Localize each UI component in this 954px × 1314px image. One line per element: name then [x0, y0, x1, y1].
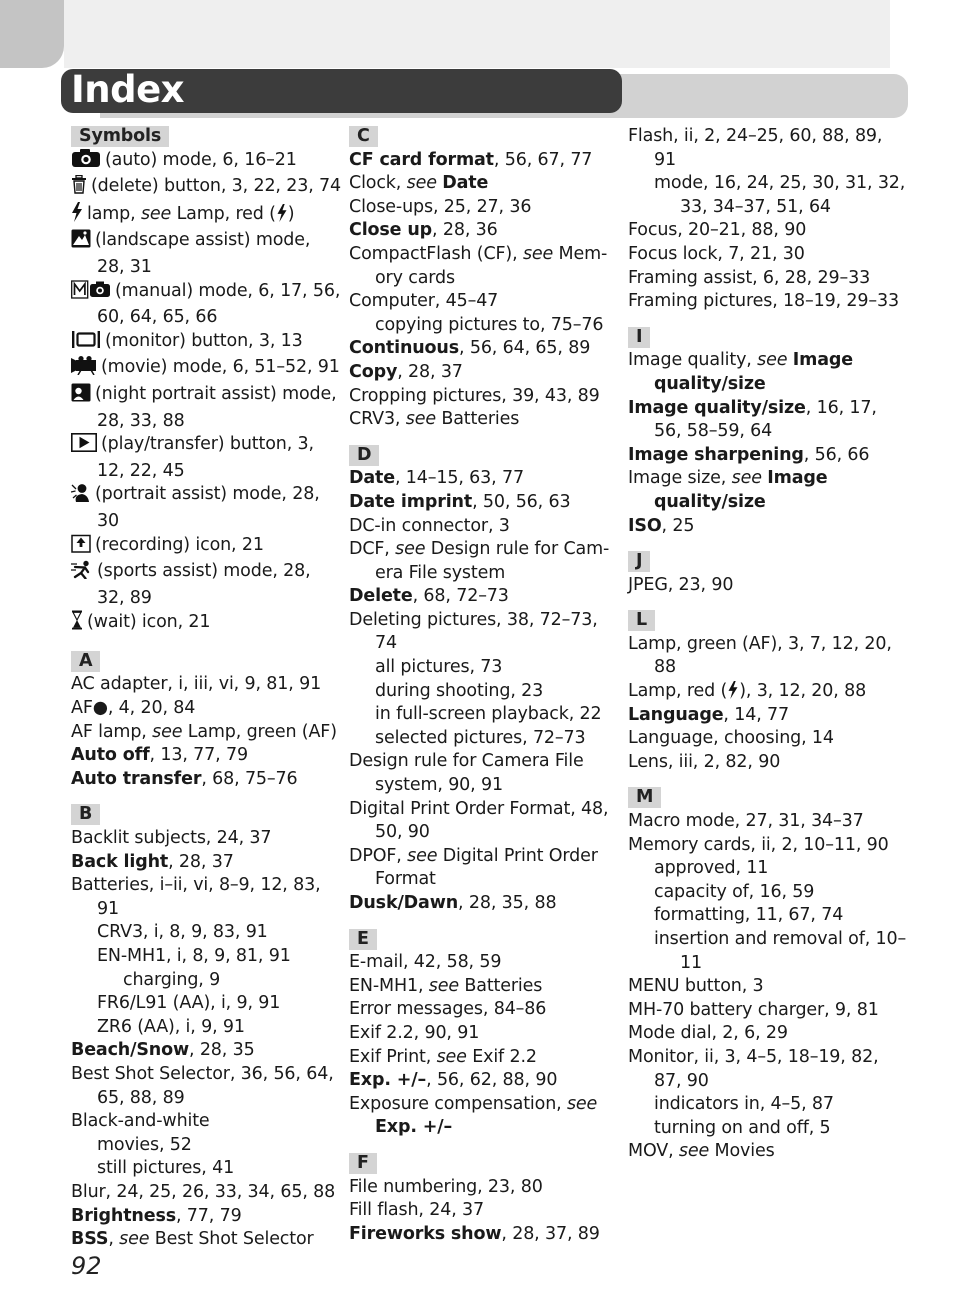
entry-text: , [108, 1229, 120, 1250]
index-entry [349, 149, 619, 173]
entry-text: , 16, 17, 56, 58–59, 64 [654, 397, 877, 442]
entry-text: lamp, [87, 203, 141, 224]
entry-text: (play/transfer) button, 3, 12, 22, 45 [97, 434, 314, 481]
entry-text: Cropping pictures, 39, 43, 89 [349, 385, 600, 406]
entry-text: , 56, 66 [803, 444, 870, 465]
entry-text: MH-70 battery charger, 9, 81 [628, 999, 879, 1020]
index-subentry [71, 1134, 341, 1158]
index-entry [349, 385, 619, 409]
entry-text: Design rule for Camera File system, 90, 91 [349, 751, 584, 796]
entry-text: Mem-ory cards [375, 243, 608, 288]
index-entry [628, 349, 908, 396]
index-entry [628, 727, 908, 751]
see-reference: see [119, 1229, 150, 1250]
entry-text: CRV3, [349, 409, 406, 430]
entry-text: Digital Print Order Format [375, 845, 598, 890]
index-entry [349, 845, 619, 892]
entry-text: during shooting, 23 [375, 680, 544, 701]
see-reference: see [407, 845, 438, 866]
entry-term: Exp. +/– [375, 1117, 453, 1138]
entry-text: Close-ups, 25, 27, 36 [349, 196, 532, 217]
entry-text: DC-in connector, 3 [349, 515, 510, 536]
index-entry [349, 290, 619, 314]
page-number: 92 [71, 1252, 102, 1280]
index-subentry [71, 1157, 341, 1181]
index-entry [71, 1039, 341, 1063]
entry-text: Exif 2.2, 90, 91 [349, 1022, 480, 1043]
entry-text: Lens, iii, 2, 82, 90 [628, 751, 781, 772]
entry-term: Date imprint [349, 491, 473, 512]
entry-text: insertion and removal of, 10–11 [654, 929, 907, 973]
see-reference: see [757, 350, 788, 371]
index-subentry [628, 1117, 908, 1141]
entry-text: Flash, ii, 2, 24–25, 60, 88, 89, 91 [628, 126, 883, 170]
entry-text: Movies [709, 1141, 775, 1162]
index-column-3 [628, 125, 908, 1164]
entry-term: Language [628, 704, 724, 725]
index-subentry [349, 314, 619, 338]
entry-text: MOV, [628, 1141, 679, 1162]
entry-text: Image size, [628, 468, 732, 489]
entry-text: (portrait assist) mode, 28, 30 [95, 484, 320, 531]
entry-text: DPOF, [349, 845, 408, 866]
landscape-icon [71, 229, 91, 256]
index-subentry [628, 928, 908, 975]
index-entry [349, 538, 619, 585]
entry-text: (auto) mode, 6, 16–21 [105, 149, 297, 170]
play-icon [71, 433, 97, 460]
entry-text: Digital Print Order Format, 48, 50, 90 [349, 798, 609, 843]
index-entry [349, 585, 619, 609]
index-entry [349, 408, 619, 432]
index-entry [628, 243, 908, 267]
index-entry [71, 697, 341, 721]
entry-text: File numbering, 23, 80 [349, 1176, 543, 1197]
entry-term: Copy [349, 361, 398, 382]
index-entry [628, 975, 908, 999]
index-subentry [349, 727, 619, 751]
index-entry [71, 874, 341, 921]
index-entry [71, 280, 341, 330]
index-entry [71, 149, 341, 176]
index-column-2 [349, 125, 619, 1246]
see-reference: see [152, 721, 183, 742]
index-entry [71, 827, 341, 851]
entry-text: (movie) mode, 6, 51–52, 91 [101, 357, 340, 378]
index-entry [71, 175, 341, 202]
entry-text: Batteries, i–ii, vi, 8–9, 12, 83, 91 [71, 875, 321, 919]
entry-term: Image sharpening [628, 444, 804, 465]
entry-term: BSS [71, 1229, 109, 1250]
section-heading: A [71, 651, 100, 672]
entry-text: FR6/L91 (AA), i, 9, 91 [97, 993, 281, 1014]
entry-text: Computer, 45–47 [349, 291, 499, 312]
entry-text: , 28, 37 [397, 361, 463, 382]
index-entry [71, 356, 341, 383]
index-entry [71, 768, 341, 792]
entry-text: Deleting pictures, 38, 72–73, 74 [349, 609, 598, 654]
entry-text: Exposure compensation, [349, 1093, 567, 1114]
entry-term: Back light [71, 851, 169, 872]
entry-text: copying pictures to, 75–76 [375, 314, 604, 335]
index-entry [349, 172, 619, 196]
section-heading: E [349, 929, 377, 950]
entry-text: Black-and-white [71, 1111, 210, 1132]
index-subentry [349, 656, 619, 680]
index-entry [349, 1223, 619, 1247]
index-subentry [71, 969, 341, 993]
index-subentry [628, 881, 908, 905]
index-entry [349, 609, 619, 656]
index-entry [628, 219, 908, 243]
entry-text: all pictures, 73 [375, 657, 503, 678]
section-heading: I [628, 327, 650, 348]
index-entry [71, 1063, 341, 1110]
entry-text: Lamp, red ( [628, 681, 728, 702]
index-subentry [71, 921, 341, 945]
index-entry [628, 1022, 908, 1046]
top-band [64, 0, 890, 68]
entry-text: Framing pictures, 18–19, 29–33 [628, 291, 899, 312]
index-column-1 [71, 125, 341, 1252]
see-reference: see [522, 243, 554, 264]
entry-text: , 13, 77, 79 [149, 745, 248, 766]
index-entry [349, 1046, 619, 1070]
index-entry [628, 290, 908, 314]
index-entry [628, 125, 908, 172]
entry-text: ), 3, 12, 20, 88 [739, 681, 867, 702]
index-entry [349, 1069, 619, 1093]
index-entry [628, 633, 908, 680]
index-entry [349, 361, 619, 385]
index-entry [349, 515, 619, 539]
entry-text: Exif Print, [349, 1046, 437, 1067]
entry-text: charging, 9 [123, 969, 221, 990]
lightning-icon [727, 681, 739, 701]
entry-text: , 14, 77 [723, 704, 790, 725]
entry-text: Error messages, 84–86 [349, 999, 547, 1020]
entry-text: (sports assist) mode, 28, 32, 89 [97, 561, 311, 608]
entry-text: Focus, 20–21, 88, 90 [628, 220, 807, 241]
entry-text: DCF, [349, 539, 396, 560]
entry-term: ISO [628, 515, 662, 536]
see-reference: see [678, 1141, 710, 1162]
entry-text: Best Shot Selector, 36, 56, 64, 65, 88, 89 [71, 1063, 334, 1108]
section-heading: J [628, 551, 650, 572]
index-entry [349, 196, 619, 220]
index-entry [71, 383, 341, 433]
entry-text: Clock, [349, 173, 407, 194]
see-reference: see [428, 975, 459, 996]
index-subentry [628, 172, 908, 219]
entry-text: Batteries [458, 975, 543, 996]
entry-text: Focus lock, 7, 21, 30 [628, 243, 805, 264]
entry-text: , 56, 67, 77 [493, 149, 593, 170]
entry-term: Close up [349, 220, 433, 241]
see-reference: see [140, 203, 172, 224]
index-entry [71, 560, 341, 610]
index-entry [71, 673, 341, 697]
index-entry [71, 202, 341, 230]
entry-text: Memory cards, ii, 2, 10–11, 90 [628, 834, 889, 855]
entry-text: Lamp, green (AF), 3, 7, 12, 20, 88 [628, 633, 892, 678]
corner-tab [0, 0, 64, 68]
entry-text: movies, 52 [97, 1134, 192, 1155]
entry-text: Image quality, [628, 350, 758, 371]
index-entry [628, 1140, 908, 1164]
entry-term: Auto off [71, 745, 150, 766]
index-subentry [628, 857, 908, 881]
index-entry [628, 999, 908, 1023]
index-subentry [71, 945, 341, 969]
entry-text: (landscape assist) mode, 28, 31 [95, 230, 311, 277]
entry-text: (recording) icon, 21 [95, 534, 264, 555]
entry-text: EN-MH1, [349, 975, 429, 996]
section-heading: L [628, 610, 655, 631]
index-entry [628, 704, 908, 728]
entry-term: Auto transfer [71, 768, 202, 789]
entry-text: Lamp, red ( [171, 203, 276, 224]
see-reference: see [566, 1093, 598, 1114]
entry-text: MENU button, 3 [628, 976, 764, 997]
entry-text: CRV3, i, 8, 9, 83, 91 [97, 922, 268, 943]
entry-text: AC adapter, i, iii, vi, 9, 81, 91 [71, 674, 322, 695]
entry-text: approved, 11 [654, 858, 769, 879]
entry-text: (monitor) button, 3, 13 [105, 330, 303, 351]
index-entry [349, 219, 619, 243]
index-entry [71, 1205, 341, 1229]
index-entry [349, 975, 619, 999]
entry-text: Exif 2.2 [466, 1046, 537, 1067]
entry-text: (wait) icon, 21 [87, 612, 211, 633]
entry-text: , 25 [661, 515, 695, 536]
index-entry [628, 834, 908, 858]
entry-text: Language, choosing, 14 [628, 728, 834, 749]
entry-text: , 68, 75–76 [201, 768, 298, 789]
entry-text: formatting, 11, 67, 74 [654, 905, 844, 926]
header-bar [61, 69, 622, 113]
lightning-icon [276, 204, 288, 224]
entry-text: in full-screen playback, 22 [375, 704, 602, 725]
entry-term: Exp. +/– [349, 1070, 427, 1091]
entry-text: Framing assist, 6, 28, 29–33 [628, 267, 871, 288]
entry-text: E-mail, 42, 58, 59 [349, 952, 502, 973]
index-subentry [349, 703, 619, 727]
index-entry [71, 610, 341, 638]
camera-icon [71, 149, 101, 176]
entry-text: Fill flash, 24, 37 [349, 1200, 484, 1221]
entry-text: , 56, 64, 65, 89 [459, 338, 591, 359]
entry-text: Blur, 24, 25, 26, 33, 34, 65, 88 [71, 1181, 336, 1202]
index-entry [628, 267, 908, 291]
entry-text: capacity of, 16, 59 [654, 881, 815, 902]
index-entry [628, 397, 908, 444]
entry-text: mode, 16, 24, 25, 30, 31, 32, 33, 34–37, 51, 64 [654, 173, 906, 217]
index-entry [71, 483, 341, 533]
index-subentry [71, 992, 341, 1016]
index-subentry [628, 1093, 908, 1117]
entry-text: EN-MH1, i, 8, 9, 81, 91 [97, 946, 291, 966]
index-entry [628, 467, 908, 514]
index-entry [349, 1199, 619, 1223]
entry-text: , 68, 72–73 [412, 586, 509, 607]
index-entry [349, 491, 619, 515]
entry-text: (delete) button, 3, 22, 23, 74 [91, 176, 342, 197]
index-entry [71, 721, 341, 745]
section-heading: B [71, 804, 100, 825]
index-entry [349, 1093, 619, 1140]
entry-text: (night portrait assist) mode, 28, 33, 88 [95, 383, 337, 431]
see-reference: see [405, 409, 436, 430]
index-entry [71, 229, 341, 279]
index-entry [349, 467, 619, 491]
entry-term: Image quality/size [628, 397, 806, 418]
entry-term: Date [349, 468, 395, 489]
entry-term: Image quality/size [654, 350, 853, 394]
monitor-icon [71, 330, 101, 357]
entry-text: AF lamp, [71, 721, 153, 742]
see-reference: see [436, 1046, 467, 1067]
index-entry [71, 1228, 341, 1252]
see-reference: see [406, 173, 437, 194]
entry-text: Mode dial, 2, 6, 29 [628, 1023, 788, 1044]
entry-text: Batteries [435, 409, 520, 430]
index-entry [628, 751, 908, 775]
entry-text: , 28, 35, 88 [458, 893, 557, 913]
section-heading: D [349, 445, 379, 466]
entry-term: Delete [349, 586, 413, 607]
index-entry [349, 798, 619, 845]
index-entry [71, 534, 341, 561]
sports-icon [71, 560, 93, 587]
trash-icon [71, 175, 87, 202]
night-portrait-icon [71, 383, 91, 410]
index-entry [349, 243, 619, 290]
see-reference: see [731, 468, 762, 489]
entry-term: Fireworks show [349, 1223, 502, 1244]
entry-text: ) [287, 203, 295, 224]
entry-text: , 28, 35 [189, 1040, 255, 1061]
index-entry [628, 574, 908, 598]
entry-text: AF●, 4, 20, 84 [71, 698, 196, 719]
entry-text: Lamp, green (AF) [182, 721, 337, 742]
page-title: Index [71, 68, 185, 111]
entry-term: Brightness [71, 1205, 176, 1226]
index-subentry [349, 680, 619, 704]
index-entry [349, 998, 619, 1022]
portrait-icon [71, 483, 91, 510]
lightning-icon [71, 202, 83, 230]
index-entry [71, 1181, 341, 1205]
entry-text: turning on and off, 5 [654, 1117, 831, 1138]
index-entry [628, 680, 908, 704]
index-entry [349, 892, 619, 916]
entry-text: indicators in, 4–5, 87 [654, 1094, 834, 1115]
index-entry [349, 1176, 619, 1200]
movie-icon [71, 356, 97, 383]
index-entry [71, 1110, 341, 1134]
entry-term: CF card format [349, 149, 494, 170]
index-entry [628, 444, 908, 468]
entry-text: , 50, 56, 63 [472, 491, 571, 512]
section-heading: C [349, 126, 378, 147]
entry-text: Best Shot Selector [149, 1229, 314, 1250]
entry-text: , 28, 37, 89 [501, 1223, 600, 1244]
index-entry [71, 330, 341, 357]
index-subentry [71, 1016, 341, 1040]
entry-text: , 28, 37 [168, 851, 234, 872]
index-entry [71, 744, 341, 768]
index-entry [349, 1022, 619, 1046]
section-heading: M [628, 787, 661, 808]
entry-term: Date [442, 173, 489, 194]
entry-text: Macro mode, 27, 31, 34–37 [628, 811, 864, 832]
entry-term: Image quality/size [654, 468, 828, 512]
entry-text: JPEG, 23, 90 [628, 574, 734, 595]
index-entry [71, 433, 341, 483]
entry-text: , 56, 62, 88, 90 [426, 1070, 558, 1091]
hourglass-icon [71, 610, 83, 638]
entry-text: Backlit subjects, 24, 37 [71, 828, 272, 849]
entry-text: still pictures, 41 [97, 1158, 235, 1179]
entry-text: selected pictures, 72–73 [375, 727, 586, 748]
entry-text: Design rule for Cam-era File system [375, 539, 610, 583]
entry-text: CompactFlash (CF), [349, 243, 523, 264]
entry-term: Beach/Snow [71, 1040, 189, 1061]
index-entry [628, 1046, 908, 1093]
index-subentry [628, 904, 908, 928]
index-entry [628, 810, 908, 834]
section-heading: F [349, 1153, 377, 1174]
index-entry [349, 951, 619, 975]
entry-term: Dusk/Dawn [349, 893, 459, 913]
entry-text: , 28, 36 [432, 220, 498, 241]
index-entry [71, 851, 341, 875]
index-entry [349, 750, 619, 797]
manual-camera-icon [71, 280, 111, 307]
entry-term: Continuous [349, 338, 460, 359]
see-reference: see [395, 539, 426, 560]
index-entry [628, 515, 908, 539]
entry-text: , 77, 79 [175, 1205, 242, 1226]
entry-text: (manual) mode, 6, 17, 56, 60, 64, 65, 66 [97, 280, 341, 328]
entry-text: Monitor, ii, 3, 4–5, 18–19, 82, 87, 90 [628, 1046, 879, 1091]
section-heading: Symbols [71, 126, 169, 147]
entry-text: , 14–15, 63, 77 [394, 468, 524, 489]
index-entry [349, 337, 619, 361]
entry-text: ZR6 (AA), i, 9, 91 [97, 1016, 245, 1037]
recording-icon [71, 534, 91, 561]
